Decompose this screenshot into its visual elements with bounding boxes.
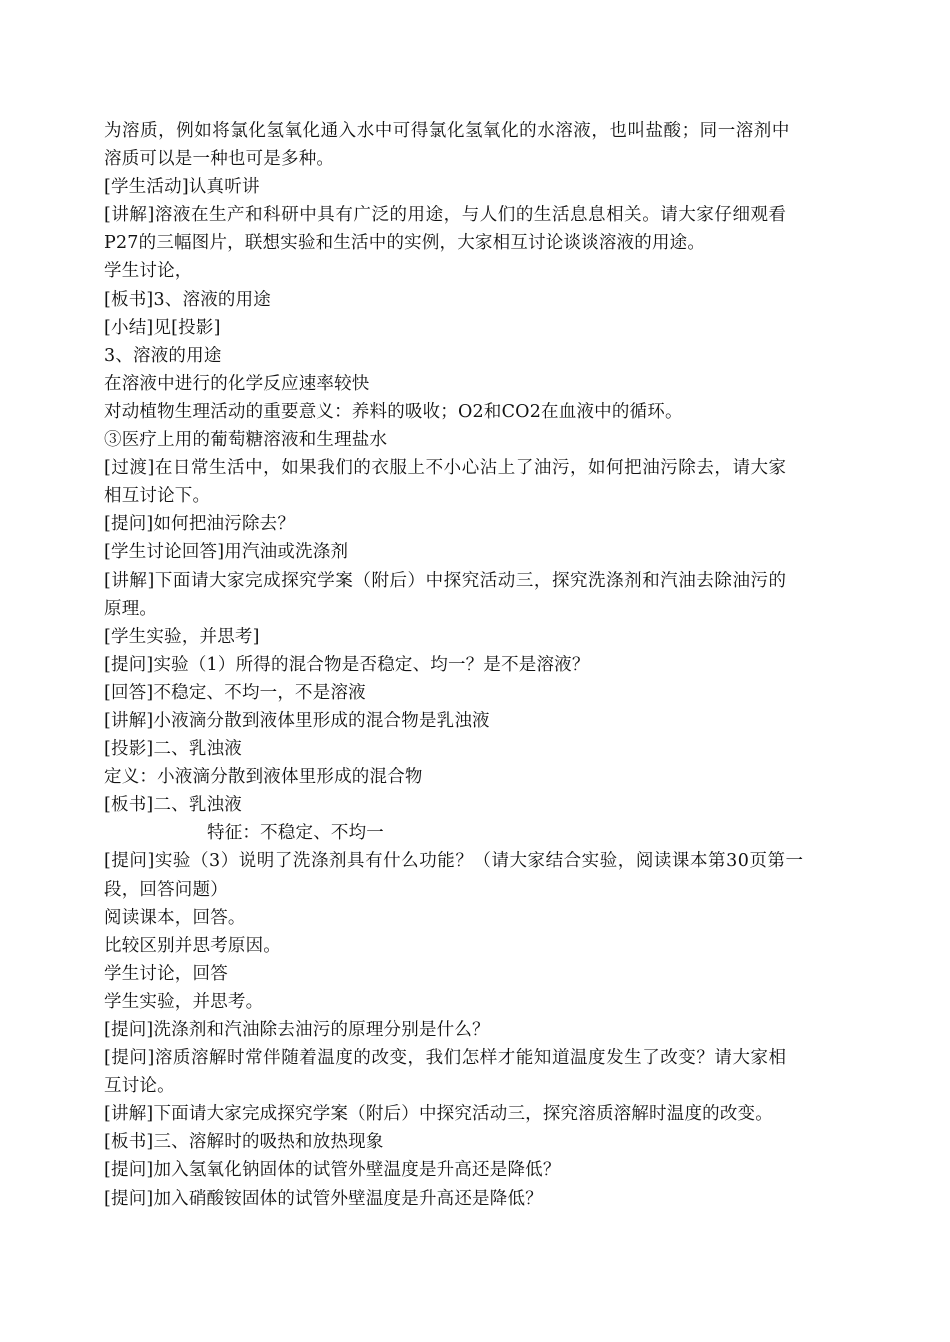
- text-line: 比较区别并思考原因。: [104, 935, 281, 956]
- text-line: [板书]二、乳浊液: [104, 795, 242, 816]
- text-line: [讲解]下面请大家完成探究学案（附后）中探究活动三，探究洗涤剂和汽油去除油污的: [104, 570, 787, 591]
- text-line: 互讨论。: [104, 1076, 175, 1097]
- text-line: [提问]加入硝酸铵固体的试管外壁温度是升高还是降低？: [104, 1188, 543, 1209]
- text-line: 特征：不稳定、不均一: [207, 823, 384, 844]
- text-line: 学生实验，并思考。: [104, 991, 264, 1012]
- text-line: [学生讨论回答]用汽油或洗涤剂: [104, 542, 349, 563]
- text-line: [板书]3、溶液的用途: [104, 289, 271, 310]
- text-line: 为溶质，例如将氯化氢氧化通入水中可得氯化氢氧化的水溶液，也叫盐酸；同一溶剂中: [104, 121, 790, 141]
- text-line: [提问]加入氢氧化钠固体的试管外壁温度是升高还是降低？: [104, 1160, 561, 1181]
- text-line: 学生讨论，回答: [104, 963, 228, 984]
- text-line: [讲解]溶液在生产和科研中具有广泛的用途，与人们的生活息息相关。请大家仔细观看: [104, 205, 787, 226]
- text-line: [学生活动]认真听讲: [104, 177, 260, 198]
- text-line: [提问]实验（1）所得的混合物是否稳定、均一？是不是溶液？: [104, 654, 590, 675]
- text-line: [板书]三、溶解时的吸热和放热现象: [104, 1132, 384, 1153]
- text-line: 原理。: [104, 598, 158, 619]
- text-line: 阅读课本，回答。: [104, 907, 246, 928]
- text-line: 定义：小液滴分散到液体里形成的混合物: [104, 767, 423, 788]
- text-line: [提问]实验（3）说明了洗涤剂具有什么功能？（请大家结合实验，阅读课本第30页第一: [104, 851, 804, 872]
- text-line: 段，回答问题）: [104, 879, 228, 900]
- text-line: 学生讨论，: [104, 261, 193, 282]
- text-line: [学生实验，并思考]: [104, 626, 260, 647]
- text-line: 3、溶液的用途: [104, 345, 222, 366]
- text-line: [提问]如何把油污除去？: [104, 514, 296, 535]
- text-line: [小结]见[投影]: [104, 317, 221, 338]
- text-line: [讲解]下面请大家完成探究学案（附后）中探究活动三，探究溶质溶解时温度的改变。: [104, 1104, 773, 1125]
- text-line: 相互讨论下。: [104, 486, 211, 507]
- text-line: 溶质可以是一种也可是多种。: [104, 149, 335, 170]
- text-line: [讲解]小液滴分散到液体里形成的混合物是乳浊液: [104, 710, 490, 731]
- text-line: [投影]二、乳浊液: [104, 739, 242, 760]
- document-body: [104, 117, 849, 1213]
- text-line: [回答]不稳定、不均一，不是溶液: [104, 682, 366, 703]
- text-line: ③医疗上用的葡萄糖溶液和生理盐水: [104, 430, 388, 451]
- text-line: [提问]溶质溶解时常伴随着温度的改变，我们怎样才能知道温度发生了改变？请大家相: [104, 1048, 787, 1069]
- text-line: [过渡]在日常生活中，如果我们的衣服上不小心沾上了油污，如何把油污除去，请大家: [104, 458, 787, 479]
- text-line: 对动植物生理活动的重要意义：养料的吸收；O2和CO2在血液中的循环。: [104, 401, 683, 422]
- text-line: [提问]洗涤剂和汽油除去油污的原理分别是什么？: [104, 1020, 490, 1040]
- text-line: 在溶液中进行的化学反应速率较快: [104, 373, 370, 394]
- text-line: P27的三幅图片，联想实验和生活中的实例，大家相互讨论谈谈溶液的用途。: [104, 233, 706, 254]
